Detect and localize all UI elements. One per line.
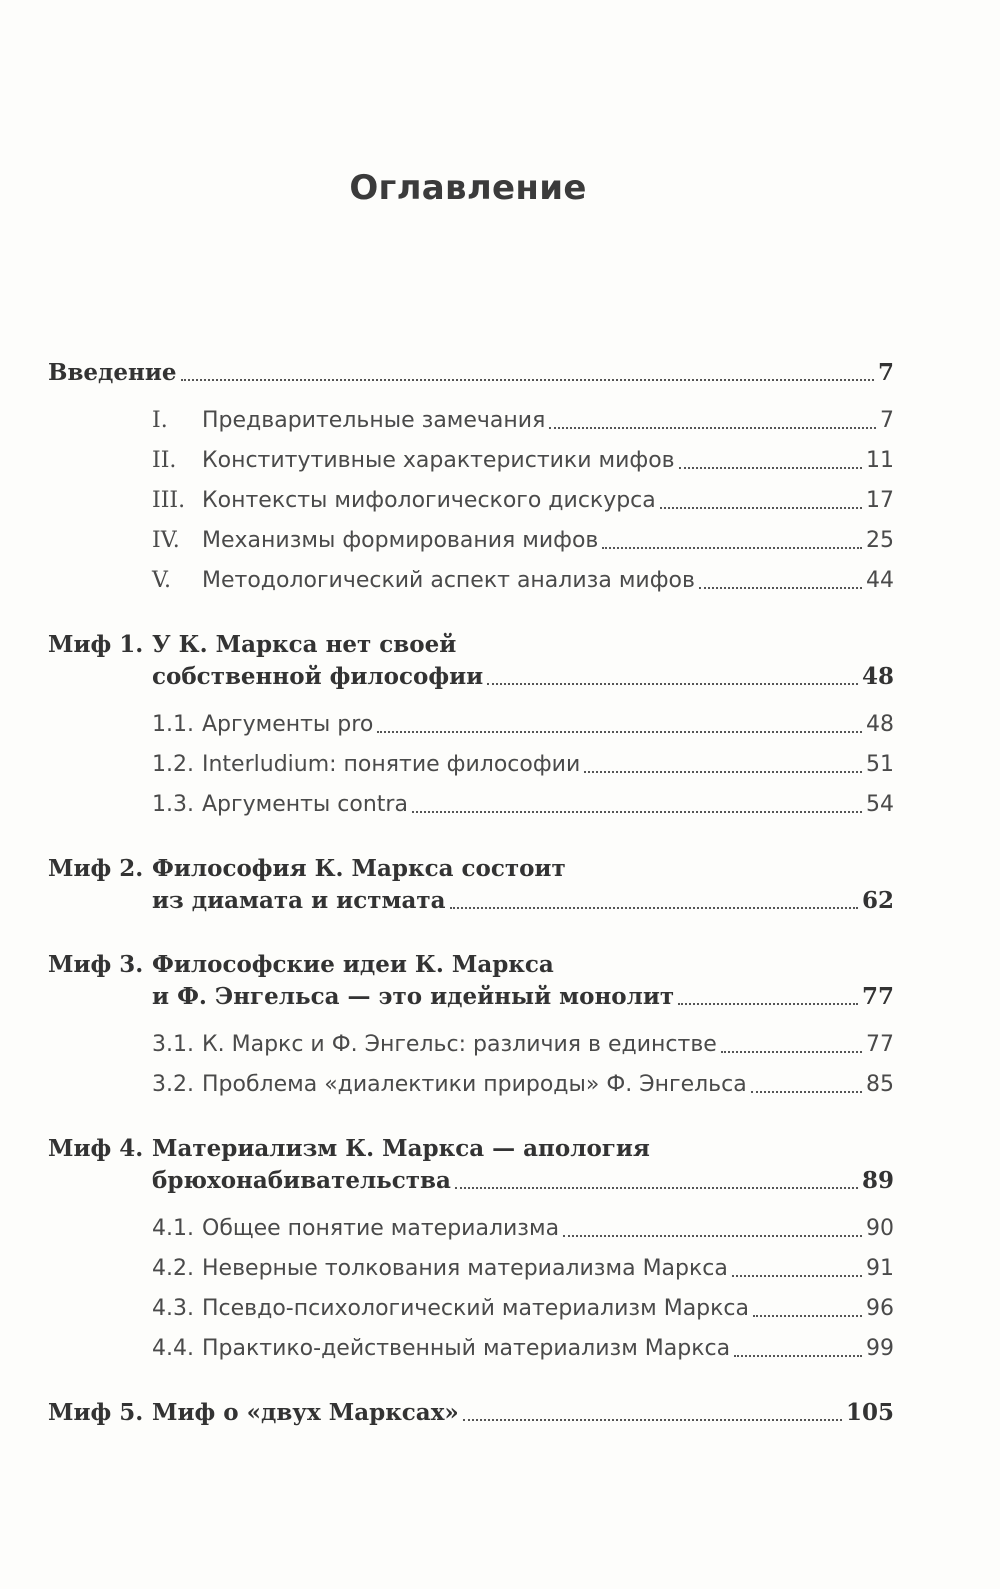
page-number: 89	[861, 1167, 894, 1194]
entry-number: 4.3.	[152, 1296, 194, 1321]
page-number: 44	[866, 568, 894, 593]
page-number: 77	[866, 1032, 894, 1057]
leader-dots	[584, 771, 862, 773]
entry-label: Общее понятие материализма	[202, 1216, 560, 1241]
entry-number: 4.4.	[152, 1336, 194, 1361]
leader-dots	[487, 683, 858, 685]
page-number: 91	[866, 1256, 894, 1281]
toc-subentry[interactable]	[48, 526, 894, 556]
page-number: 62	[861, 887, 894, 914]
toc-subentry[interactable]	[48, 1294, 894, 1324]
leader-dots	[678, 1003, 858, 1005]
leader-dots	[734, 1355, 862, 1357]
toc-subentry[interactable]	[48, 1070, 894, 1100]
toc-subentry[interactable]	[48, 1254, 894, 1284]
toc-entry-myth2-line1[interactable]	[48, 854, 894, 884]
toc-entry-myth3-line1[interactable]	[48, 950, 894, 980]
toc-entry-myth5[interactable]	[48, 1398, 894, 1428]
entry-number: 3.2.	[152, 1072, 194, 1097]
entry-number: 4.2.	[152, 1256, 194, 1281]
entry-number: IV.	[152, 528, 180, 553]
page-number: 7	[880, 408, 894, 433]
page-number: 105	[845, 1399, 894, 1426]
page-number: 25	[866, 528, 894, 553]
entry-label: Введение	[48, 359, 177, 386]
entry-label: брюхонабивательства	[152, 1167, 451, 1194]
leader-dots	[753, 1315, 862, 1317]
entry-number: Миф 2.	[48, 855, 144, 882]
toc-entry-myth4-line1[interactable]	[48, 1134, 894, 1164]
entry-label: Механизмы формирования мифов	[202, 528, 599, 553]
entry-label: и Ф. Энгельса — это идейный монолит	[152, 983, 675, 1010]
entry-label: Проблема «диалектики природы» Ф. Энгельса	[202, 1072, 747, 1097]
leader-dots	[751, 1091, 862, 1093]
entry-label: Аргументы contra	[202, 792, 408, 817]
page-number: 54	[866, 792, 894, 817]
entry-number: 1.1.	[152, 712, 194, 737]
entry-number: Миф 4.	[48, 1135, 144, 1162]
leader-dots	[455, 1187, 858, 1189]
toc-subentry[interactable]	[48, 446, 894, 476]
entry-number: Миф 5.	[48, 1399, 144, 1426]
leader-dots	[732, 1275, 862, 1277]
toc-subentry[interactable]	[48, 486, 894, 516]
page-number: 17	[866, 488, 894, 513]
leader-dots	[699, 587, 862, 589]
leader-dots	[377, 731, 862, 733]
leader-dots	[602, 547, 862, 549]
page-number: 11	[866, 448, 894, 473]
entry-label: Псевдо-психологический материализм Маркса	[202, 1296, 750, 1321]
page-number: 90	[866, 1216, 894, 1241]
page-number: 48	[861, 663, 894, 690]
entry-number: 4.1.	[152, 1216, 194, 1241]
entry-label: Материализм К. Маркса — апология	[152, 1135, 650, 1162]
entry-label: Аргументы pro	[202, 712, 374, 737]
entry-label: К. Маркс и Ф. Энгельс: различия в единстве	[202, 1032, 717, 1057]
leader-dots	[549, 427, 876, 429]
toc-subentry[interactable]	[48, 1214, 894, 1244]
leader-dots	[181, 379, 874, 381]
entry-number: V.	[152, 568, 172, 593]
page-title: Оглавление	[349, 168, 587, 208]
entry-number: Миф 1.	[48, 631, 144, 658]
page-number: 99	[866, 1336, 894, 1361]
page-number: 51	[866, 752, 894, 777]
entry-label: Конститутивные характеристики мифов	[202, 448, 675, 473]
leader-dots	[721, 1051, 862, 1053]
leader-dots	[412, 811, 862, 813]
leader-dots	[660, 507, 862, 509]
leader-dots	[463, 1419, 842, 1421]
toc-subentry[interactable]	[48, 566, 894, 596]
toc-subentry[interactable]	[48, 790, 894, 820]
toc-entry-myth3-line2[interactable]	[48, 982, 894, 1012]
toc-entry-myth1-line1[interactable]	[48, 630, 894, 660]
page-number: 77	[861, 983, 894, 1010]
leader-dots	[563, 1235, 862, 1237]
entry-label: собственной философии	[152, 663, 484, 690]
entry-label: Interludium: понятие философии	[202, 752, 581, 777]
entry-number: III.	[152, 488, 186, 513]
page-number: 48	[866, 712, 894, 737]
entry-number: 1.2.	[152, 752, 194, 777]
leader-dots	[450, 907, 858, 909]
toc-entry-myth1-line2[interactable]	[48, 662, 894, 692]
entry-number: I.	[152, 408, 168, 433]
entry-label: Неверные толкования материализма Маркса	[202, 1256, 728, 1281]
leader-dots	[679, 467, 862, 469]
entry-number: 1.3.	[152, 792, 194, 817]
toc-subentry[interactable]	[48, 710, 894, 740]
toc-subentry[interactable]	[48, 1334, 894, 1364]
entry-label: Методологический аспект анализа мифов	[202, 568, 695, 593]
entry-label: Миф о «двух Марксах»	[152, 1399, 459, 1426]
entry-number: Миф 3.	[48, 951, 144, 978]
toc-subentry[interactable]	[48, 1030, 894, 1060]
toc-entry-intro[interactable]	[48, 358, 894, 388]
toc-entry-myth4-line2[interactable]	[48, 1166, 894, 1196]
entry-label: Философские идеи К. Маркса	[152, 951, 554, 978]
toc-entry-myth2-line2[interactable]	[48, 886, 894, 916]
entry-label: Философия К. Маркса состоит	[152, 855, 566, 882]
entry-number: 3.1.	[152, 1032, 194, 1057]
toc-subentry[interactable]	[48, 750, 894, 780]
toc-subentry[interactable]	[48, 406, 894, 436]
page-number: 96	[866, 1296, 894, 1321]
entry-label: Предварительные замечания	[202, 408, 546, 433]
entry-label: У К. Маркса нет своей	[152, 631, 457, 658]
page-number: 85	[866, 1072, 894, 1097]
entry-number: II.	[152, 448, 177, 473]
entry-label: Контексты мифологического дискурса	[202, 488, 656, 513]
entry-label: из диамата и истмата	[152, 887, 446, 914]
entry-label: Практико-действенный материализм Маркса	[202, 1336, 731, 1361]
page-number: 7	[877, 359, 894, 386]
